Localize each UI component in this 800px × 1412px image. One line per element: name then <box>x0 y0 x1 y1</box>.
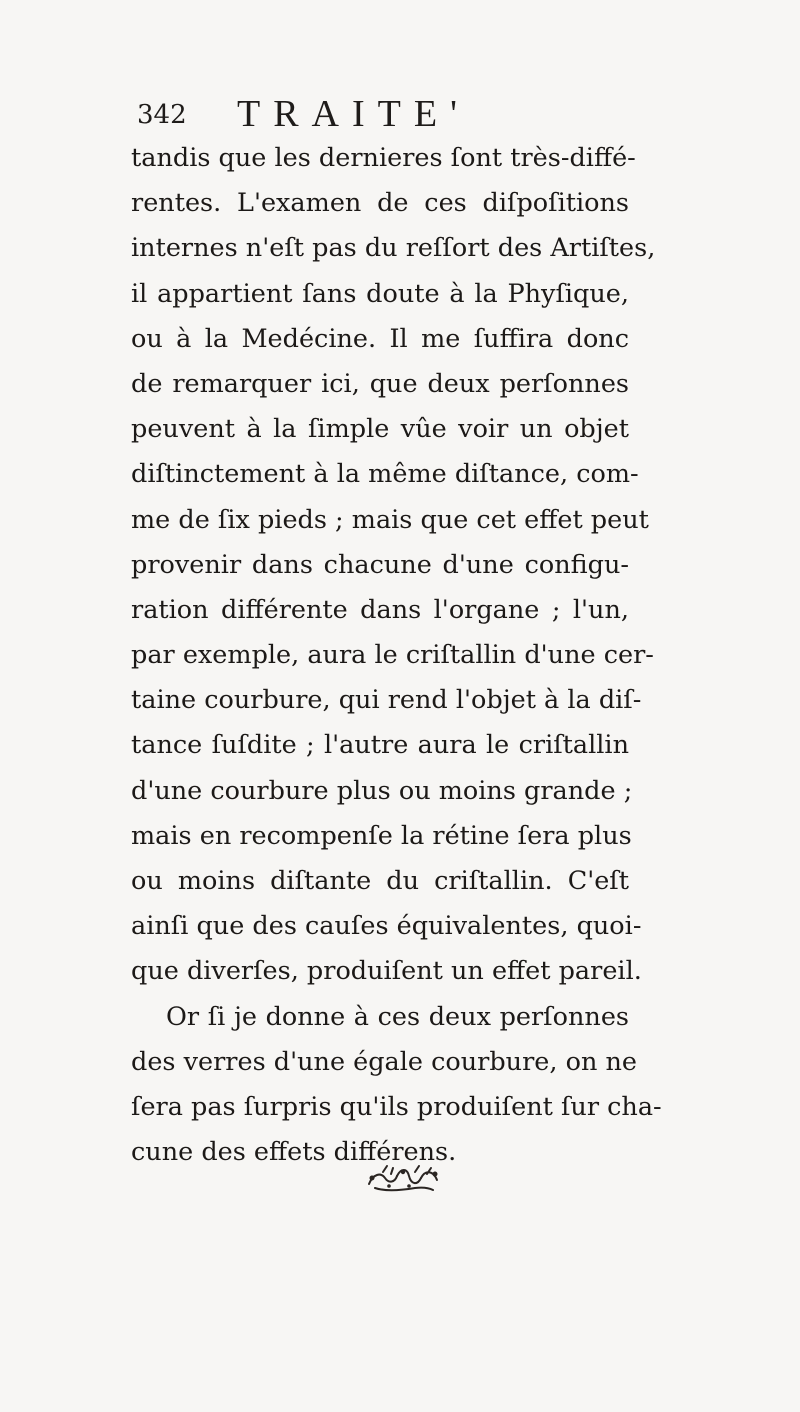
text-line: diſtinctement à la même diſtance, com- <box>131 459 639 490</box>
text-line: mais en recompenſe la rétine ſera plus <box>131 820 632 851</box>
text-line: internes n'eſt pas du reſſort des Artiſtes, <box>131 233 656 264</box>
text-line: tance ſuſdite ; l'autre aura le criſtallin <box>131 730 629 761</box>
running-head: TRAITE' <box>237 93 470 135</box>
text-line: provenir dans chacune d'une configu- <box>131 549 629 580</box>
text-line: il appartient ſans doute à la Phyſique, <box>131 278 629 309</box>
page-header <box>0 92 800 140</box>
text-line: rentes. L'examen de ces diſpoſitions <box>131 188 629 219</box>
text-line: ou à la Medécine. Il me ſuffira donc <box>131 323 629 354</box>
text-line: taine courbure, qui rend l'objet à la diſ- <box>131 685 642 716</box>
text-line: ration différente dans l'organe ; l'un, <box>131 594 629 625</box>
text-line: ſera pas ſurpris qu'ils produiſent ſur cha- <box>131 1091 662 1122</box>
text-line: ou moins diſtante du criſtallin. C'eſt <box>131 866 629 896</box>
text-line: peuvent à la ſimple vûe voir un objet <box>131 414 629 445</box>
text-line: d'une courbure plus ou moins grande ; <box>131 775 633 806</box>
text-line: ainſi que des cauſes équivalentes, quoi- <box>131 911 642 942</box>
text-line: me de ſix pieds ; mais que cet effet peut <box>131 504 649 535</box>
body-text <box>131 136 662 1175</box>
paragraph-start-line: Or ſi je donne à ces deux perſonnes <box>166 1001 629 1032</box>
text-line: de remarquer ici, que deux perſonnes <box>131 368 629 399</box>
page-number: 342 <box>137 100 187 130</box>
text-line: par exemple, aura le criſtallin d'une cer- <box>131 640 654 671</box>
text-line: tandis que les dernieres ſont très-diffé- <box>131 143 636 173</box>
text-line: que diverſes, produiſent un effet pareil. <box>131 956 642 987</box>
tailpiece-ornament-icon <box>363 1160 443 1194</box>
text-line: des verres d'une égale courbure, on ne <box>131 1046 637 1077</box>
paragraph-end-line: cune des effets différens. <box>131 1137 457 1168</box>
